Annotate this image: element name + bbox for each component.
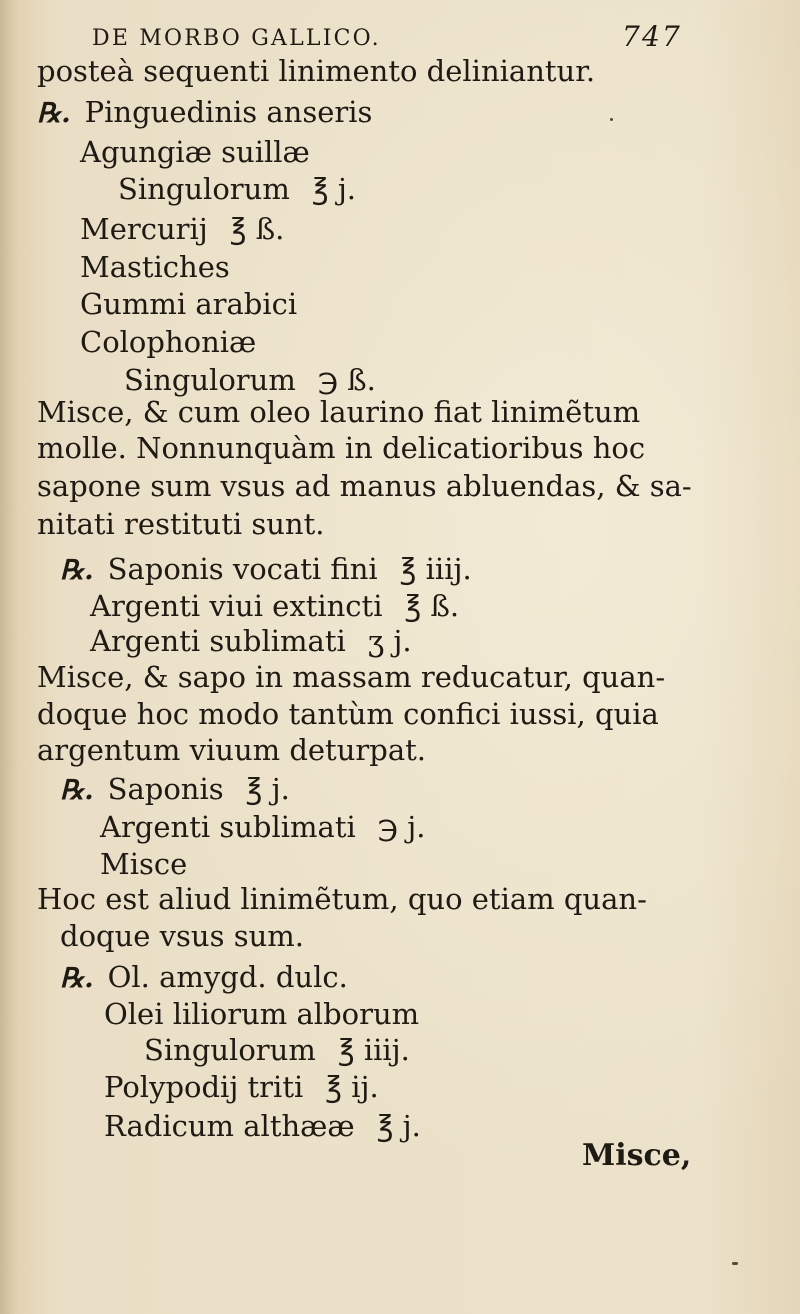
dosage-quantity: ℥ j. — [376, 1109, 421, 1143]
line-text: Hoc est aliud linimẽtum, quo etiam quan- — [37, 882, 647, 916]
text-line — [124, 363, 376, 397]
text-line — [80, 287, 298, 321]
line-text: Pinguedinis anseris — [84, 95, 373, 129]
text-line — [104, 1109, 421, 1143]
line-text: Argenti viui extincti — [90, 589, 383, 623]
line-text: Mercurij — [80, 212, 208, 246]
line-text: doque hoc modo tantùm confici iussi, quia — [37, 697, 659, 731]
text-line — [80, 212, 285, 246]
text-line — [37, 469, 692, 503]
text-line — [80, 325, 257, 359]
text-line — [100, 847, 188, 881]
line-text: Singulorum — [144, 1033, 316, 1067]
text-line — [60, 772, 290, 806]
dosage-quantity: ℥ ij. — [325, 1070, 379, 1104]
line-text: Agungiæ suillæ — [80, 135, 310, 169]
line-text: Misce, & cum oleo laurino fiat linimẽtum — [37, 395, 641, 429]
text-line — [104, 1070, 379, 1104]
line-text: Olei liliorum alborum — [104, 997, 420, 1031]
text-line — [80, 135, 310, 169]
line-text: argentum viuum deturpat. — [37, 733, 426, 767]
line-text: doque vsus sum. — [60, 919, 304, 953]
text-line — [37, 882, 647, 916]
text-line — [37, 431, 646, 465]
dosage-quantity: ℥ j. — [245, 772, 290, 806]
text-line — [104, 997, 420, 1031]
line-text: posteà sequenti linimento deliniantur. — [37, 54, 596, 88]
line-text: Colophoniæ — [80, 325, 257, 359]
catchword: Misce, — [582, 1138, 692, 1173]
dosage-quantity: ℥ iiij. — [399, 552, 472, 586]
text-line — [37, 54, 596, 88]
line-text: sapone sum vsus ad manus abluendas, & sa- — [37, 469, 692, 503]
text-line — [100, 810, 426, 844]
line-text: Gummi arabici — [80, 287, 298, 321]
line-text: Saponis vocati fini — [107, 552, 378, 586]
text-line — [37, 507, 325, 541]
line-text: molle. Nonnunquàm in delicatioribus hoc — [37, 431, 646, 465]
recipe-symbol: ℞. — [60, 963, 94, 994]
text-line — [144, 1033, 410, 1067]
dosage-quantity: ℈ j. — [377, 810, 426, 844]
text-line — [37, 697, 659, 731]
dosage-quantity: ℥ iiij. — [337, 1033, 410, 1067]
text-line — [37, 660, 666, 694]
line-text: Misce — [100, 847, 188, 881]
recipe-symbol: ℞. — [60, 555, 94, 586]
recipe-symbol: ℞. — [60, 775, 94, 806]
text-line — [37, 95, 373, 129]
line-text: Argenti sublimati — [100, 810, 356, 844]
line-text: Singulorum — [118, 172, 290, 206]
running-head: DE MORBO GALLICO. — [92, 26, 381, 51]
line-text: Saponis — [107, 772, 224, 806]
text-line — [118, 172, 357, 206]
dosage-quantity: ℥ j. — [311, 172, 357, 206]
text-line — [90, 589, 460, 623]
dosage-quantity: ℥ ß. — [404, 589, 460, 623]
text-line — [60, 552, 472, 586]
dosage-quantity: ℥ ß. — [229, 212, 285, 246]
text-line — [60, 919, 304, 953]
text-line — [80, 250, 230, 284]
line-text: Argenti sublimati — [90, 624, 346, 658]
recipe-symbol: ℞. — [37, 98, 71, 129]
text-line — [37, 733, 426, 767]
page-number: 747 — [621, 20, 682, 53]
paper-speck — [610, 118, 613, 121]
text-line — [60, 960, 348, 994]
text-line — [90, 624, 412, 658]
line-text: Ol. amygd. dulc. — [107, 960, 348, 994]
line-text: Radicum althææ — [104, 1109, 355, 1143]
line-text: Mastiches — [80, 250, 230, 284]
line-text: Polypodij triti — [104, 1070, 304, 1104]
line-text: Misce, & sapo in massam reducatur, quan- — [37, 660, 666, 694]
text-line — [37, 395, 641, 429]
line-text: nitati restituti sunt. — [37, 507, 325, 541]
dosage-quantity: ℈ ß. — [317, 363, 376, 397]
line-text: Singulorum — [124, 363, 296, 397]
paper-speck — [732, 1262, 738, 1265]
dosage-quantity: ʒ j. — [367, 624, 412, 658]
